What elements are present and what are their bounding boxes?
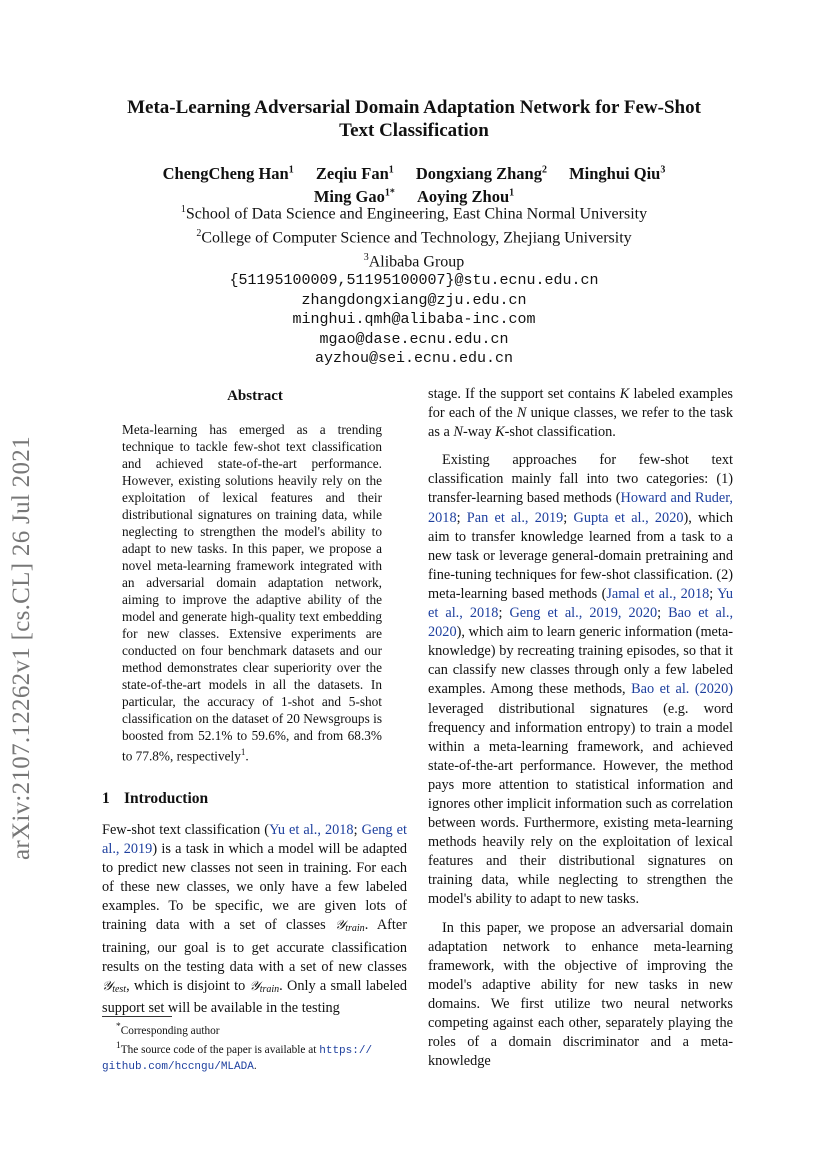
author-name: Aoying Zhou bbox=[417, 187, 510, 206]
source-code-link[interactable]: github.com/hccngu/MLADA bbox=[102, 1060, 254, 1073]
text-run: stage. If the support set contains bbox=[428, 386, 620, 402]
text-run: ) is a task in which a model will be adapted to predict new classes not seen in training. For each of these new classes, we only have a few labeled examples. To be specific, we are given lots of training data with a set of classes bbox=[102, 841, 407, 934]
citation-link[interactable]: Howard and Ruder, 2018 bbox=[428, 490, 733, 526]
paper-title-line2: Text Classification bbox=[339, 120, 489, 141]
affiliation-sup: 1 bbox=[180, 204, 186, 215]
footnote-text: The source code of the paper is available at bbox=[120, 1043, 320, 1056]
paragraph bbox=[428, 451, 733, 909]
affiliation-text: College of Computer Science and Technology, Zhejiang University bbox=[201, 229, 632, 247]
source-code-link[interactable]: https:// bbox=[319, 1044, 373, 1057]
affiliation bbox=[0, 248, 828, 272]
author-sup: 1* bbox=[384, 187, 395, 199]
footnote bbox=[102, 1020, 412, 1039]
affiliation-text: Alibaba Group bbox=[368, 252, 465, 270]
section-number: 1 bbox=[102, 790, 110, 807]
abstract-heading: Abstract bbox=[227, 388, 283, 404]
affiliations bbox=[0, 200, 828, 369]
math-symbol: N bbox=[516, 405, 527, 422]
section-title: Introduction bbox=[124, 790, 209, 807]
email: ayzhou@sei.ecnu.edu.cn bbox=[314, 350, 514, 368]
text-run: ; bbox=[657, 605, 669, 622]
author-row bbox=[0, 160, 828, 184]
text-run: ; bbox=[498, 605, 510, 622]
affiliation-text: School of Data Science and Engineering, East China Normal University bbox=[185, 205, 648, 223]
footnote-mark: * bbox=[116, 1022, 121, 1032]
author-name: Zeqiu Fan bbox=[315, 163, 389, 183]
footnote-mark: 1 bbox=[240, 747, 246, 757]
text-run: ; bbox=[353, 822, 362, 838]
math-symbol: N bbox=[453, 424, 463, 441]
author-name: Minghui Qiu bbox=[569, 163, 661, 183]
paper-title-line1: Meta-Learning Adversarial Domain Adaptation Network for Few-Shot bbox=[127, 97, 701, 118]
text-run: leveraged distributional signatures (e.g. word frequency and information entropy) to train a model within a meta-learning framework, and achieved state-of-the-art performance. However, the method pays more attention to statistical information and ignores other implicit information such as correlation between words. Furthermore, existing meta-learning methods heavily rely on the exploitation of lexical features and their distributional signatures on training data, while neglecting to strengthen the model's ability to adapt to new tasks. bbox=[428, 700, 733, 908]
affiliation bbox=[0, 200, 828, 224]
abstract-text: Meta-learning has emerged as a trending technique to tackle few-shot text classification and achieved state-of-the-art performance. However, existing solutions heavily rely on the exploitation of lexical features and their distributional signatures on training data, while neglecting to strengthen the model's ability to adapt to new tasks. In this paper, we propose a novel meta-learning framework integrated with an adversarial domain adaptation network, aiming to improve the adaptive ability of the model and generate high-quality text embedding for new classes. Extensive experiments are conducted on four benchmark datasets and our method demonstrates clear superiority over the state-of-the-art models in all the datasets. In particular, the accuracy of 1-shot and 5-shot classification on the dataset of 20 Newsgroups is boosted from 52.1% to 59.6%, and from 68.3% to 77.8%, respectively bbox=[122, 422, 382, 764]
right-column bbox=[428, 385, 733, 1071]
footnote-mark: 1 bbox=[116, 1040, 121, 1051]
intro-paragraph bbox=[102, 821, 407, 1018]
footnotes bbox=[102, 1020, 412, 1075]
author bbox=[569, 164, 665, 183]
footnote-rule bbox=[102, 1016, 172, 1017]
citation-link[interactable]: Bao et al. (2020) bbox=[631, 681, 733, 698]
text-run: . After training, our goal is to get accurate classification results on the testing data with a set of new classes bbox=[102, 917, 407, 975]
email: minghui.qmh@alibaba-inc.com bbox=[292, 311, 536, 329]
text-run: Few-shot text classification ( bbox=[102, 822, 270, 838]
math-subscript: test bbox=[112, 983, 127, 995]
math-symbol: 𝒴 bbox=[249, 978, 260, 994]
text-run: , which is disjoint to bbox=[126, 977, 250, 994]
citation-link[interactable]: Jamal et al., 2018 bbox=[606, 585, 710, 602]
footnote-text: . bbox=[253, 1059, 257, 1072]
affiliation-sup: 3 bbox=[363, 251, 369, 263]
text-run: ), which aim to learn generic information (meta-knowledge) by recreating training episodes, so that it can classify new classes through only a few labeled examples. Among these methods, bbox=[428, 624, 733, 698]
author-sup: 3 bbox=[660, 164, 666, 175]
affiliation-sup: 2 bbox=[196, 227, 202, 239]
text-run: ; bbox=[709, 585, 718, 602]
author-sup: 1 bbox=[388, 164, 394, 175]
author bbox=[163, 164, 294, 183]
affiliation bbox=[0, 224, 828, 248]
email: {51195100009,51195100007}@stu.ecnu.edu.cn bbox=[229, 272, 599, 290]
author bbox=[416, 164, 547, 183]
author-sup: 2 bbox=[541, 164, 547, 175]
text-run: . Only a small labeled support set will be available in the testing bbox=[102, 977, 407, 1016]
citation-link[interactable]: Pan et al., 2019 bbox=[466, 509, 564, 526]
citation-link[interactable]: Bao et al., 2020 bbox=[428, 605, 734, 641]
email: zhangdongxiang@zju.edu.cn bbox=[301, 291, 527, 309]
text-run: -way bbox=[462, 424, 496, 441]
citation-link[interactable]: Yu et al., 2018 bbox=[269, 822, 354, 838]
author-name: Dongxiang Zhang bbox=[415, 163, 542, 183]
text-run: -shot classification. bbox=[504, 424, 616, 441]
text-run: ; bbox=[563, 509, 574, 526]
paragraph: In this paper, we propose an adversarial domain adaptation network to enhance meta-learning framework, with the objective of improving the model's adaptive ability for new tasks in new domains. We first utilize two neural networks competing against each other, separately playing the roles of a domain discriminator and a meta-knowledge bbox=[428, 919, 733, 1070]
math-symbol: 𝒴 bbox=[102, 978, 113, 994]
math-symbol: 𝒴 bbox=[335, 918, 346, 934]
text-run: Existing approaches for few-shot text classification mainly fall into two categories: (1) transfer-learning based methods ( bbox=[428, 452, 733, 507]
arxiv-side-stamp: arXiv:2107.12262v1 [cs.CL] 26 Jul 2021 bbox=[8, 436, 35, 860]
citation-link[interactable]: Geng et al., 2019 bbox=[102, 822, 408, 858]
text-run: ; bbox=[456, 509, 467, 526]
author-sup: 1 bbox=[288, 164, 294, 175]
footnote bbox=[102, 1039, 412, 1075]
citation-link[interactable]: Geng et al., 2019, 2020 bbox=[509, 605, 658, 622]
citation-link[interactable]: Yu et al., 2018 bbox=[428, 585, 733, 622]
math-subscript: train bbox=[345, 923, 365, 935]
abstract-body: Meta-learning has emerged as a trending technique to tackle few-shot text classification and achieved state-of-the-art performance. However, existing solutions heavily rely on the exploitation of lexical features and their distributional signatures on training data, while neglecting to strengthen the model's ability to adapt to new tasks. In this paper, we propose a novel meta-learning framework integrated with an adversarial domain adaptation network, aiming to improve the adaptive ability of the model and generate high-quality text embedding for new classes. Extensive experiments are conducted on four benchmark datasets and our method demonstrates clear superiority over the state-of-the-art models in all the datasets. In particular, the accuracy of 1-shot and 5-shot classification on the dataset of 20 Newsgroups is boosted from 52.1% to 59.6%, and from 68.3% to 77.8%, respectively$^1$. bbox=[122, 422, 382, 764]
citation-link[interactable]: Gupta et al., 2020 bbox=[573, 509, 684, 526]
math-symbol: K bbox=[495, 424, 505, 441]
math-subscript: train bbox=[259, 983, 280, 995]
author-sup: 1 bbox=[509, 187, 515, 199]
text-run: ), which aim to transfer knowledge learned from a task to a new task or leverage general-domain pretraining and fine-tuning techniques for few-shot classification. (2) meta-learning based methods ( bbox=[428, 509, 733, 602]
author-name: ChengCheng Han bbox=[162, 163, 289, 183]
paper-title bbox=[0, 96, 828, 142]
paragraph bbox=[428, 385, 733, 442]
math-symbol: K bbox=[619, 386, 630, 402]
footnote-text: Corresponding author bbox=[120, 1024, 220, 1037]
text-run: unique classes, we refer to the task as a bbox=[428, 405, 733, 441]
email: mgao@dase.ecnu.edu.cn bbox=[319, 330, 509, 348]
text-run: labeled examples for each of the bbox=[428, 386, 733, 422]
author bbox=[316, 164, 394, 183]
section-heading bbox=[102, 790, 208, 808]
author-name: Ming Gao bbox=[313, 187, 385, 206]
